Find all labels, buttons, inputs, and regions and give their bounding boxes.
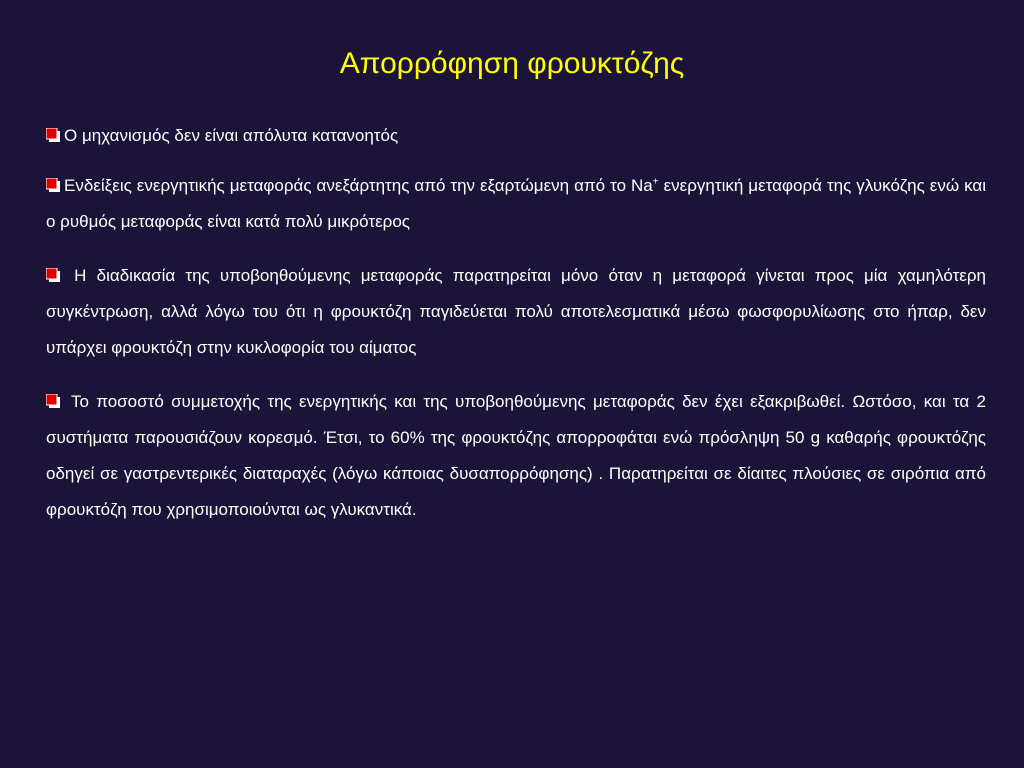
bullet-item — [46, 118, 986, 154]
bullet-item — [46, 258, 986, 366]
bullet-text: Ενδείξεις ενεργητικής μεταφοράς ανεξάρτητης από την εξαρτώμενη από το Na — [64, 176, 653, 195]
checkbox-square-icon — [46, 268, 60, 282]
bullet-text: Ο μηχανισμός δεν είναι απόλυτα κατανοητός — [64, 126, 399, 145]
checkbox-square-icon — [46, 178, 60, 192]
bullet-text: Το ποσοστό συμμετοχής της ενεργητικής και της υποβοηθούμενης μεταφοράς δεν έχει εξακριβωθεί. Ωστόσο, και τα 2 συστήματα παρουσιάζουν κορεσμό. Έτσι, το 60% της φρουκτόζης απορροφάται ενώ πρόσληψη 50 g καθαρής φρουκτόζης οδηγεί σε γαστρεντερικές διαταραχές (λόγω κάποιας δυσαπορρόφησης) . Παρατηρείται σε δίαιτες πλούσιες σε σιρόπια από φρουκτόζη που χρησιμοποιούνται ως γλυκαντικά. — [46, 392, 986, 519]
bullet-text: ενεργητική μεταφορά της γλυκόζης ενώ και ο ρυθμός μεταφοράς είναι κατά πολύ μικρότερος — [46, 176, 986, 231]
checkbox-square-icon — [46, 128, 60, 142]
slide-body — [46, 118, 986, 546]
superscript-plus: + — [652, 176, 659, 188]
bullet-text: Η διαδικασία της υποβοηθούμενης μεταφοράς παρατηρείται μόνο όταν η μεταφορά γίνεται προς μία χαμηλότερη συγκέντρωση, αλλά λόγω του ότι η φρουκτόζη παγιδεύεται πολύ αποτελεσματικά μέσω φωσφορυλίωσης στο ήπαρ, δεν υπάρχει φρουκτόζη στην κυκλοφορία του αίματος — [46, 266, 986, 357]
slide-title: Απορρόφηση φρουκτόζης — [339, 47, 685, 80]
bullet-item — [46, 168, 986, 240]
bullet-item — [46, 384, 986, 528]
checkbox-square-icon — [46, 394, 60, 408]
